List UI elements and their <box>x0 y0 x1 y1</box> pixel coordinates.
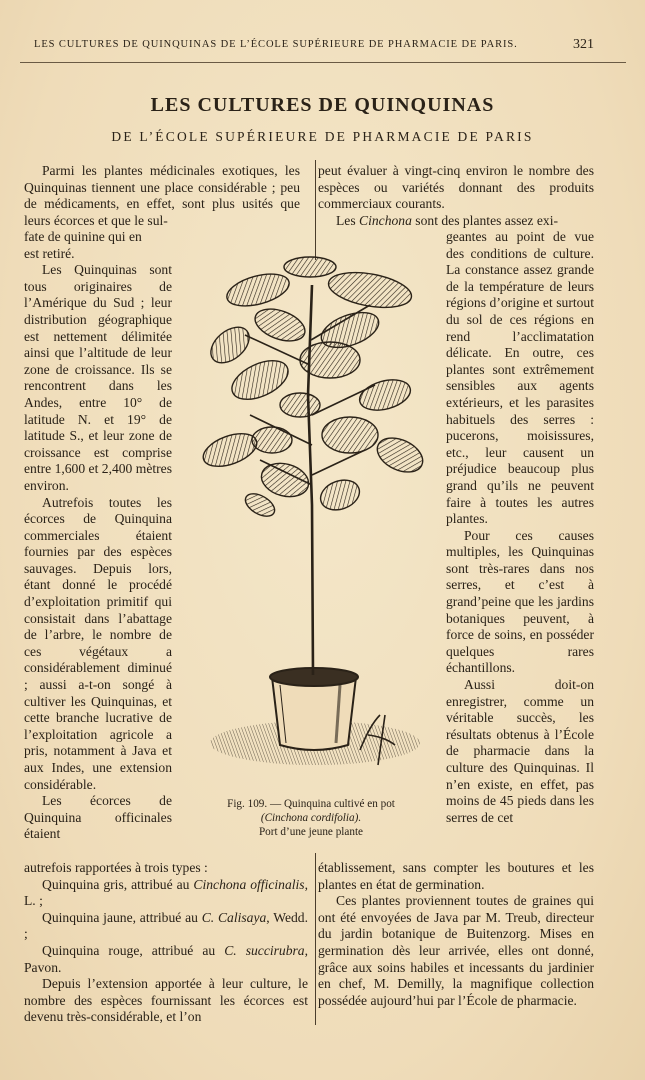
text: Les <box>336 212 360 228</box>
left-column-narrow <box>24 229 172 843</box>
right-column-top <box>318 163 594 229</box>
list-item-gris <box>24 877 308 910</box>
article-title: LES CULTURES DE QUINQUINAS <box>150 94 495 116</box>
paragraph: Parmi les plantes médicinales exotiques, les Quinquinas tiennent une place considérable ; peu de médicaments, en effet, sont plus usités que leurs écorces et que le sul- <box>24 163 300 228</box>
running-head <box>34 39 594 50</box>
caption-line: (Cinchona cordifolia). <box>260 812 362 824</box>
text: sont des plantes assez exi- <box>411 212 558 228</box>
text: , L. ; <box>24 876 308 909</box>
species-name: Cinchona officinalis <box>193 876 305 892</box>
paragraph: Pour ces causes multiples, les Quinquinas sont très-rares dans nos serres, et c’est à grand’peine que les jardins botaniques peuvent, à force de soins, en posséder quelques rares échantillons. <box>446 527 594 676</box>
species-name: C. succirubra <box>224 942 305 958</box>
left-column-bottom <box>24 860 308 1026</box>
text: , Wedd. ; <box>24 909 308 942</box>
figure-caption <box>196 797 426 839</box>
list-item-rouge <box>24 943 308 976</box>
running-head-text: LES CULTURES DE QUINQUINAS DE L’ÉCOLE SUPÉRIEURE DE PHARMACIE DE PARIS. <box>34 39 518 50</box>
caption-line: Port d’une jeune plante <box>258 826 364 838</box>
quinquina-plant-engraving <box>190 245 428 790</box>
paragraph: Les écorces de Quinquina officinales étaient <box>24 793 172 842</box>
paragraph <box>318 213 594 230</box>
paragraph: Aussi doit-on enregistrer, comme un véritable succès, les résultats obtenus à l’École de pharmacie dans la culture des Quinquinas. Il n’en existe, en effet, pas moins de 45 pieds dans les serres de cet <box>446 677 594 825</box>
left-column-top <box>24 163 300 229</box>
text: Quinquina gris, attribué au <box>42 876 194 892</box>
paragraph: établissement, sans compter les boutures et les plantes en état de germination. <box>318 860 594 892</box>
paragraph: peut évaluer à vingt-cinq environ le nombre des espèces ou variétés donnant des produits commerciaux courants. <box>318 163 594 212</box>
paragraph: autrefois rapportées à trois types : <box>24 860 208 875</box>
text: Quinquina jaune, attribué au <box>42 909 202 925</box>
text: Quinquina rouge, attribué au <box>42 942 225 958</box>
page-number: 321 <box>573 37 594 52</box>
paragraph: geantes au point de vue des conditions de culture. La constance assez grande de la température de leurs régions d’origine et surtout du sol de ces régions en rend l’acclimatation délicate. En outre, ces plantes sont extrêmement sensibles aux agents extérieurs, et les parasites habituels des serres : pucerons, moisissures, etc., leur causent un préjudice beaucoup plus grand qu’ils ne peuvent faire à toutes les autres plantes. <box>446 229 594 527</box>
header-rule <box>20 62 626 63</box>
article-subtitle: DE L’ÉCOLE SUPÉRIEURE DE PHARMACIE DE PARIS <box>111 129 534 144</box>
text-line: fate de quinine qui en <box>24 229 142 244</box>
paragraph: Depuis l’extension apportée à leur culture, le nombre des espèces fournissant les écorces est devenu très-considérable, et l’on <box>24 976 308 1025</box>
text-line: est retiré. <box>24 245 75 261</box>
list-item-jaune <box>24 910 308 943</box>
paragraph: Les Quinquinas sont tous originaires de l’Amérique du Sud ; leur distribution géographique est nettement délimitée ainsi que l’altitude de leur zone de croissance. Ils se rencontrent dans les Andes, entre 10° de latitude N. et 19° de latitude S., et leur zone de croissance est comprise entre 1,600 et 2,400 mètres environ. <box>24 262 172 493</box>
text: , Pavon. <box>24 942 309 975</box>
column-divider-bottom <box>315 853 316 1025</box>
caption-line: Fig. 109. — Quinquina cultivé en pot <box>227 798 395 810</box>
right-column-narrow <box>446 229 594 826</box>
genus-name: Cinchona <box>359 212 412 228</box>
paragraph: Autrefois toutes les écorces de Quinquina commerciales étaient fournies par des espèces sauvages. Depuis lors, étant donné le procédé d’exploitation primitif qui consistait dans l’abattage de l’arbre, le nombre de ces végétaux a considérablement diminué ; aussi a-t-on songé à cultiver les Quinquinas, et cette branche lucrative de l’exploitation agricole a pris, notamment à Java et aux Indes, une extension considérable. <box>24 494 172 792</box>
species-name: C. Calisaya <box>201 909 267 925</box>
paragraph: Ces plantes proviennent toutes de graines qui ont été envoyées de Java par M. Treub, directeur du jardin botanique de Buitenzorg. Mises en germination dès leur arrivée, elles ont donné, grâce aux soins habiles et incessants du jardinier en chef, M. Demilly, la magnifique collection possédée aujourd’hui par l’École de pharmacie. <box>318 893 594 1008</box>
right-column-bottom <box>318 860 594 1009</box>
